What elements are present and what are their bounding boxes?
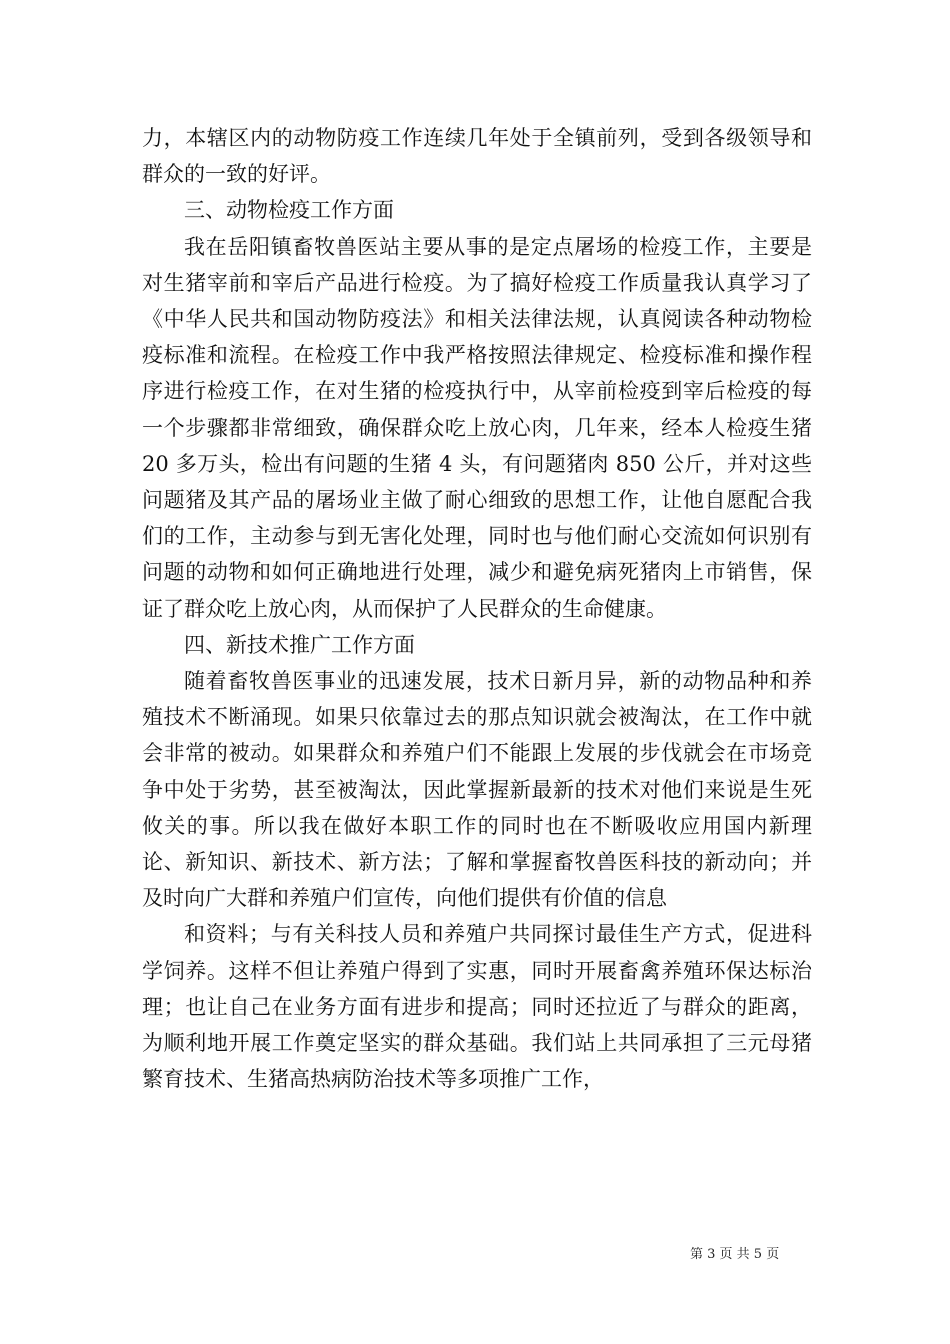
document-body — [142, 120, 812, 1097]
page-number-footer: 第 3 页 共 5 页 — [690, 1247, 780, 1262]
section-heading-3: 三、动物检疫工作方面 — [184, 198, 394, 223]
section-heading-4: 四、新技术推广工作方面 — [184, 632, 415, 657]
paragraph-new-tech-2: 和资料；与有关科技人员和养殖户共同探讨最佳生产方式，促进科学饲养。这样不但让养殖户得到了实惠，同时开展畜禽养殖环保达标治理；也让自己在业务方面有进步和提高；同时还拉近了与群众的距离，为顺利地开展工作奠定坚实的群众基础。我们站上共同承担了三元母猪繁育技术、生猪高热病防治技术等多项推广工作， — [142, 922, 812, 1092]
paragraph-quarantine: 我在岳阳镇畜牧兽医站主要从事的是定点屠场的检疫工作，主要是对生猪宰前和宰后产品进行检疫。为了搞好检疫工作质量我认真学习了《中华人民共和国动物防疫法》和相关法律法规，认真阅读各种动物检疫标准和流程。在检疫工作中我严格按照法律规定、检疫标准和操作程序进行检疫工作，在对生猪的检疫执行中，从宰前检疫到宰后检疫的每一个步骤都非常细致，确保群众吃上放心肉，几年来，经本人检疫生猪 20 多万头，检出有问题的生猪 4 头，有问题猪肉 850 公斤，并对这些问题猪及其产品的屠场业主做了耐心细致的思想工作，让他自愿配合我们的工作，主动参与到无害化处理，同时也与他们耐心交流如何识别有问题的动物和如何正确地进行处理，减少和避免病死猪肉上市销售，保证了群众吃上放心肉，从而保护了人民群众的生命健康。 — [142, 234, 812, 621]
paragraph-new-tech-1: 随着畜牧兽医事业的迅速发展，技术日新月异，新的动物品种和养殖技术不断涌现。如果只依靠过去的那点知识就会被淘汰，在工作中就会非常的被动。如果群众和养殖户们不能跟上发展的步伐就会在市场竞争中处于劣势，甚至被淘汰，因此掌握新最新的技术对他们来说是生死攸关的事。所以我在做好本职工作的同时也在不断吸收应用国内新理论、新知识、新技术、新方法；了解和掌握畜牧兽医科技的新动向；并及时向广大群和养殖户们宣传，向他们提供有价值的信息 — [142, 669, 812, 911]
paragraph-continued: 力，本辖区内的动物防疫工作连续几年处于全镇前列，受到各级领导和群众的一致的好评。 — [142, 126, 812, 187]
